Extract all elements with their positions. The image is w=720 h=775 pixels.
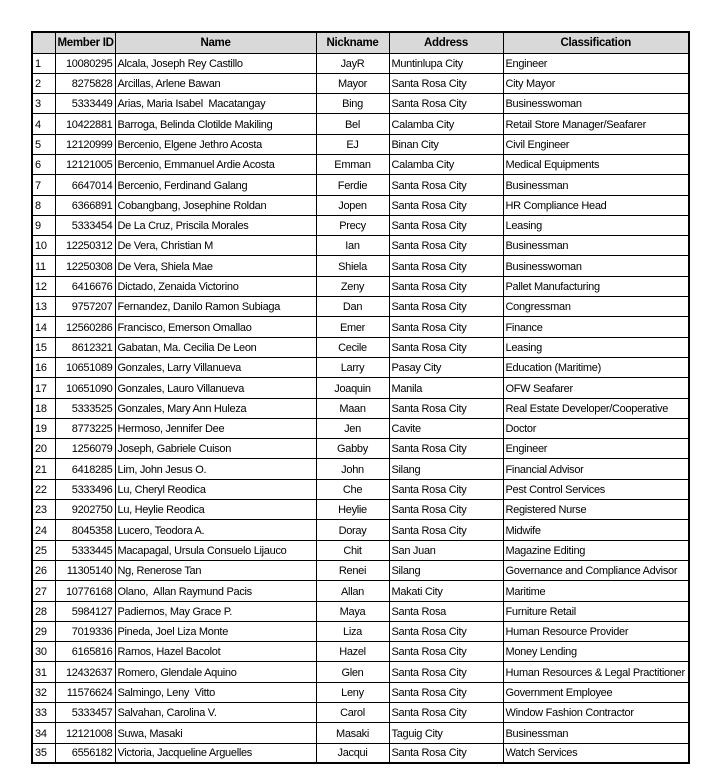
row-number-cell: 5: [32, 134, 55, 154]
row-number-cell: 3: [32, 94, 55, 114]
table-row: [32, 743, 689, 763]
table-row: [32, 601, 689, 621]
nickname-cell: Zeny: [316, 276, 389, 296]
row-number-cell: 25: [32, 540, 55, 560]
table-row: [32, 662, 689, 682]
table-row: [32, 723, 689, 743]
name-cell: Barroga, Belinda Clotilde Makiling: [115, 114, 316, 134]
table-row: [32, 276, 689, 296]
member-id-cell: 6416676: [55, 276, 115, 296]
name-cell: De Vera, Shiela Mae: [115, 256, 316, 276]
classification-cell: Pallet Manufacturing: [503, 276, 689, 296]
row-number-cell: 11: [32, 256, 55, 276]
header-address: Address: [389, 32, 503, 53]
classification-cell: Businessman: [503, 236, 689, 256]
member-id-cell: 5333496: [55, 479, 115, 499]
address-cell: Pasay City: [389, 357, 503, 377]
classification-cell: Doctor: [503, 418, 689, 438]
name-cell: Victoria, Jacqueline Arguelles: [115, 743, 316, 763]
classification-cell: HR Compliance Head: [503, 195, 689, 215]
member-id-cell: 8275828: [55, 73, 115, 93]
classification-cell: Leasing: [503, 337, 689, 357]
table-row: [32, 439, 689, 459]
name-cell: Gabatan, Ma. Cecilia De Leon: [115, 337, 316, 357]
table-row: [32, 418, 689, 438]
row-number-cell: 2: [32, 73, 55, 93]
nickname-cell: Mayor: [316, 73, 389, 93]
nickname-cell: Larry: [316, 357, 389, 377]
address-cell: Taguig City: [389, 723, 503, 743]
classification-cell: Midwife: [503, 520, 689, 540]
name-cell: Bercenio, Elgene Jethro Acosta: [115, 134, 316, 154]
nickname-cell: Jen: [316, 418, 389, 438]
row-number-cell: 19: [32, 418, 55, 438]
member-id-cell: 12120999: [55, 134, 115, 154]
row-number-cell: 31: [32, 662, 55, 682]
row-number-cell: 6: [32, 154, 55, 174]
classification-cell: Finance: [503, 317, 689, 337]
row-number-cell: 9: [32, 215, 55, 235]
member-id-cell: 12121008: [55, 723, 115, 743]
member-id-cell: 6165816: [55, 642, 115, 662]
nickname-cell: EJ: [316, 134, 389, 154]
member-id-cell: 12560286: [55, 317, 115, 337]
classification-cell: Human Resource Provider: [503, 621, 689, 641]
member-id-cell: 5333457: [55, 703, 115, 723]
classification-cell: Human Resources & Legal Practitioner: [503, 662, 689, 682]
nickname-cell: Che: [316, 479, 389, 499]
member-id-cell: 11305140: [55, 560, 115, 580]
address-cell: Santa Rosa City: [389, 682, 503, 702]
row-number-cell: 1: [32, 53, 55, 73]
nickname-cell: Carol: [316, 703, 389, 723]
header-name: Name: [115, 32, 316, 53]
address-cell: Santa Rosa City: [389, 236, 503, 256]
nickname-cell: Doray: [316, 520, 389, 540]
member-id-cell: 1256079: [55, 439, 115, 459]
name-cell: Bercenio, Emmanuel Ardie Acosta: [115, 154, 316, 174]
table-row: [32, 703, 689, 723]
member-table-body: [32, 53, 689, 763]
name-cell: Macapagal, Ursula Consuelo Lijauco: [115, 540, 316, 560]
row-number-cell: 13: [32, 297, 55, 317]
address-cell: Santa Rosa City: [389, 337, 503, 357]
row-number-cell: 23: [32, 500, 55, 520]
row-number-cell: 21: [32, 459, 55, 479]
table-row: [32, 73, 689, 93]
row-number-cell: 22: [32, 479, 55, 499]
nickname-cell: Precy: [316, 215, 389, 235]
table-row: [32, 560, 689, 580]
table-row: [32, 540, 689, 560]
name-cell: Lu, Heylie Reodica: [115, 500, 316, 520]
classification-cell: Pest Control Services: [503, 479, 689, 499]
table-row: [32, 236, 689, 256]
member-id-cell: 10422881: [55, 114, 115, 134]
name-cell: Padiernos, May Grace P.: [115, 601, 316, 621]
table-row: [32, 398, 689, 418]
header-row: [32, 32, 689, 53]
corner-cell: [32, 32, 55, 53]
address-cell: Silang: [389, 459, 503, 479]
name-cell: Joseph, Gabriele Cuison: [115, 439, 316, 459]
name-cell: Salmingo, Leny Vitto: [115, 682, 316, 702]
name-cell: Romero, Glendale Aquino: [115, 662, 316, 682]
nickname-cell: Heylie: [316, 500, 389, 520]
header-member-id: Member ID: [55, 32, 115, 53]
row-number-cell: 29: [32, 621, 55, 641]
table-row: [32, 459, 689, 479]
row-number-cell: 14: [32, 317, 55, 337]
row-number-cell: 10: [32, 236, 55, 256]
address-cell: Santa Rosa City: [389, 621, 503, 641]
classification-cell: Watch Services: [503, 743, 689, 763]
address-cell: Santa Rosa City: [389, 175, 503, 195]
name-cell: Cobangbang, Josephine Roldan: [115, 195, 316, 215]
classification-cell: Furniture Retail: [503, 601, 689, 621]
nickname-cell: John: [316, 459, 389, 479]
classification-cell: Engineer: [503, 439, 689, 459]
address-cell: Santa Rosa City: [389, 439, 503, 459]
nickname-cell: JayR: [316, 53, 389, 73]
classification-cell: Financial Advisor: [503, 459, 689, 479]
member-id-cell: 12432637: [55, 662, 115, 682]
name-cell: Lucero, Teodora A.: [115, 520, 316, 540]
member-id-cell: 10651089: [55, 357, 115, 377]
table-row: [32, 642, 689, 662]
member-id-cell: 7019336: [55, 621, 115, 641]
name-cell: Ramos, Hazel Bacolot: [115, 642, 316, 662]
nickname-cell: Leny: [316, 682, 389, 702]
address-cell: Silang: [389, 560, 503, 580]
row-number-cell: 24: [32, 520, 55, 540]
address-cell: Santa Rosa City: [389, 297, 503, 317]
classification-cell: Engineer: [503, 53, 689, 73]
classification-cell: Real Estate Developer/Cooperative: [503, 398, 689, 418]
address-cell: Santa Rosa City: [389, 743, 503, 763]
header-nickname: Nickname: [316, 32, 389, 53]
nickname-cell: Jacqui: [316, 743, 389, 763]
address-cell: Santa Rosa City: [389, 276, 503, 296]
member-id-cell: 12250308: [55, 256, 115, 276]
classification-cell: Businessman: [503, 723, 689, 743]
address-cell: Santa Rosa City: [389, 195, 503, 215]
nickname-cell: Emer: [316, 317, 389, 337]
member-id-cell: 11576624: [55, 682, 115, 702]
name-cell: Ng, Renerose Tan: [115, 560, 316, 580]
row-number-cell: 20: [32, 439, 55, 459]
member-id-cell: 6556182: [55, 743, 115, 763]
nickname-cell: Renei: [316, 560, 389, 580]
member-id-cell: 8612321: [55, 337, 115, 357]
name-cell: Hermoso, Jennifer Dee: [115, 418, 316, 438]
name-cell: Pineda, Joel Liza Monte: [115, 621, 316, 641]
member-id-cell: 5333449: [55, 94, 115, 114]
row-number-cell: 12: [32, 276, 55, 296]
name-cell: Gonzales, Mary Ann Huleza: [115, 398, 316, 418]
name-cell: Arias, Maria Isabel Macatangay: [115, 94, 316, 114]
row-number-cell: 32: [32, 682, 55, 702]
nickname-cell: Jopen: [316, 195, 389, 215]
classification-cell: Money Lending: [503, 642, 689, 662]
member-table: [31, 31, 690, 764]
address-cell: Muntinlupa City: [389, 53, 503, 73]
row-number-cell: 16: [32, 357, 55, 377]
row-number-cell: 33: [32, 703, 55, 723]
member-id-cell: 5333525: [55, 398, 115, 418]
table-row: [32, 500, 689, 520]
name-cell: Lu, Cheryl Reodica: [115, 479, 316, 499]
nickname-cell: Maya: [316, 601, 389, 621]
address-cell: Binan City: [389, 134, 503, 154]
table-row: [32, 175, 689, 195]
member-id-cell: 6647014: [55, 175, 115, 195]
table-row: [32, 682, 689, 702]
nickname-cell: Liza: [316, 621, 389, 641]
name-cell: Arcillas, Arlene Bawan: [115, 73, 316, 93]
row-number-cell: 27: [32, 581, 55, 601]
address-cell: Santa Rosa City: [389, 662, 503, 682]
table-row: [32, 378, 689, 398]
row-number-cell: 18: [32, 398, 55, 418]
address-cell: Cavite: [389, 418, 503, 438]
address-cell: Santa Rosa City: [389, 500, 503, 520]
member-id-cell: 5333454: [55, 215, 115, 235]
address-cell: Santa Rosa City: [389, 642, 503, 662]
address-cell: Santa Rosa City: [389, 479, 503, 499]
nickname-cell: Masaki: [316, 723, 389, 743]
member-id-cell: 8045358: [55, 520, 115, 540]
classification-cell: Leasing: [503, 215, 689, 235]
classification-cell: Businesswoman: [503, 256, 689, 276]
header-classification: Classification: [503, 32, 689, 53]
member-id-cell: 10651090: [55, 378, 115, 398]
classification-cell: OFW Seafarer: [503, 378, 689, 398]
row-number-cell: 8: [32, 195, 55, 215]
row-number-cell: 17: [32, 378, 55, 398]
member-id-cell: 12121005: [55, 154, 115, 174]
address-cell: Santa Rosa City: [389, 256, 503, 276]
row-number-cell: 4: [32, 114, 55, 134]
member-id-cell: 8773225: [55, 418, 115, 438]
table-row: [32, 195, 689, 215]
name-cell: Fernandez, Danilo Ramon Subiaga: [115, 297, 316, 317]
nickname-cell: Joaquin: [316, 378, 389, 398]
name-cell: Dictado, Zenaida Victorino: [115, 276, 316, 296]
nickname-cell: Maan: [316, 398, 389, 418]
row-number-cell: 34: [32, 723, 55, 743]
member-id-cell: 12250312: [55, 236, 115, 256]
member-id-cell: 6366891: [55, 195, 115, 215]
classification-cell: Businessman: [503, 175, 689, 195]
name-cell: Bercenio, Ferdinand Galang: [115, 175, 316, 195]
nickname-cell: Cecile: [316, 337, 389, 357]
classification-cell: Window Fashion Contractor: [503, 703, 689, 723]
member-id-cell: 9757207: [55, 297, 115, 317]
member-directory: [31, 31, 690, 764]
address-cell: Santa Rosa City: [389, 317, 503, 337]
classification-cell: Congressman: [503, 297, 689, 317]
nickname-cell: Bel: [316, 114, 389, 134]
name-cell: Gonzales, Lauro Villanueva: [115, 378, 316, 398]
table-row: [32, 621, 689, 641]
table-row: [32, 256, 689, 276]
nickname-cell: Allan: [316, 581, 389, 601]
nickname-cell: Shiela: [316, 256, 389, 276]
nickname-cell: Bing: [316, 94, 389, 114]
nickname-cell: Emman: [316, 154, 389, 174]
address-cell: Santa Rosa City: [389, 73, 503, 93]
nickname-cell: Ferdie: [316, 175, 389, 195]
name-cell: Lim, John Jesus O.: [115, 459, 316, 479]
table-row: [32, 215, 689, 235]
address-cell: Makati City: [389, 581, 503, 601]
classification-cell: Businesswoman: [503, 94, 689, 114]
address-cell: Calamba City: [389, 154, 503, 174]
table-row: [32, 357, 689, 377]
address-cell: Santa Rosa: [389, 601, 503, 621]
member-id-cell: 10080295: [55, 53, 115, 73]
member-id-cell: 6418285: [55, 459, 115, 479]
row-number-cell: 7: [32, 175, 55, 195]
table-row: [32, 154, 689, 174]
nickname-cell: Gabby: [316, 439, 389, 459]
address-cell: Manila: [389, 378, 503, 398]
classification-cell: Medical Equipments: [503, 154, 689, 174]
classification-cell: Education (Maritime): [503, 357, 689, 377]
table-row: [32, 520, 689, 540]
address-cell: Santa Rosa City: [389, 215, 503, 235]
name-cell: Salvahan, Carolina V.: [115, 703, 316, 723]
address-cell: Santa Rosa City: [389, 703, 503, 723]
table-row: [32, 297, 689, 317]
nickname-cell: Chit: [316, 540, 389, 560]
table-row: [32, 317, 689, 337]
classification-cell: Registered Nurse: [503, 500, 689, 520]
table-row: [32, 114, 689, 134]
classification-cell: Magazine Editing: [503, 540, 689, 560]
member-id-cell: 5333445: [55, 540, 115, 560]
member-id-cell: 10776168: [55, 581, 115, 601]
nickname-cell: Ian: [316, 236, 389, 256]
table-row: [32, 479, 689, 499]
table-row: [32, 337, 689, 357]
table-row: [32, 134, 689, 154]
classification-cell: Government Employee: [503, 682, 689, 702]
address-cell: Santa Rosa City: [389, 520, 503, 540]
name-cell: De Vera, Christian M: [115, 236, 316, 256]
name-cell: Suwa, Masaki: [115, 723, 316, 743]
classification-cell: Civil Engineer: [503, 134, 689, 154]
address-cell: San Juan: [389, 540, 503, 560]
classification-cell: Maritime: [503, 581, 689, 601]
table-row: [32, 581, 689, 601]
name-cell: Francisco, Emerson Omallao: [115, 317, 316, 337]
row-number-cell: 30: [32, 642, 55, 662]
address-cell: Santa Rosa City: [389, 398, 503, 418]
classification-cell: Retail Store Manager/Seafarer: [503, 114, 689, 134]
address-cell: Santa Rosa City: [389, 94, 503, 114]
row-number-cell: 35: [32, 743, 55, 763]
name-cell: Olano, Allan Raymund Pacis: [115, 581, 316, 601]
row-number-cell: 15: [32, 337, 55, 357]
member-id-cell: 5984127: [55, 601, 115, 621]
table-row: [32, 53, 689, 73]
nickname-cell: Dan: [316, 297, 389, 317]
nickname-cell: Hazel: [316, 642, 389, 662]
name-cell: Gonzales, Larry Villanueva: [115, 357, 316, 377]
name-cell: Alcala, Joseph Rey Castillo: [115, 53, 316, 73]
member-id-cell: 9202750: [55, 500, 115, 520]
classification-cell: Governance and Compliance Advisor: [503, 560, 689, 580]
table-row: [32, 94, 689, 114]
row-number-cell: 26: [32, 560, 55, 580]
name-cell: De La Cruz, Priscila Morales: [115, 215, 316, 235]
row-number-cell: 28: [32, 601, 55, 621]
nickname-cell: Glen: [316, 662, 389, 682]
address-cell: Calamba City: [389, 114, 503, 134]
classification-cell: City Mayor: [503, 73, 689, 93]
